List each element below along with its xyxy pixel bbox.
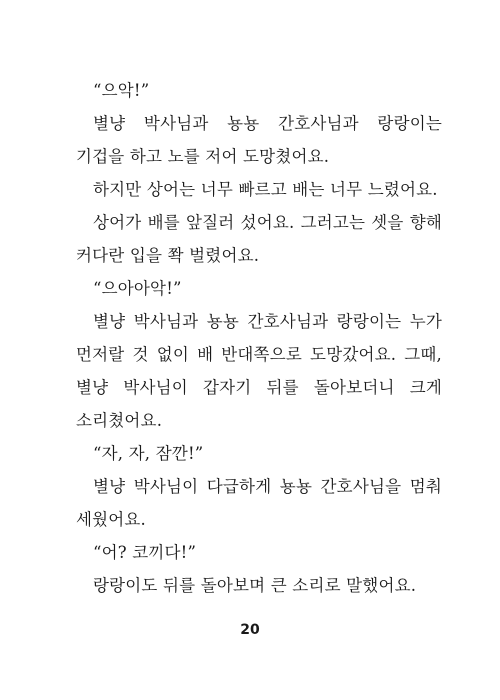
paragraph-8: 별냥 박사님이 다급하게 뇽뇽 간호사님을 멈춰 세웠어요. xyxy=(76,477,442,529)
paragraph-2: 별냥 박사님과 뇽뇽 간호사님과 랑랑이는 기겁을 하고 노를 저어 도망쳤어요. xyxy=(76,114,442,166)
paragraph-6: 별냥 박사님과 뇽뇽 간호사님과 랑랑이는 누가 먼저랄 것 없이 배 반대쪽으로 도망갔어요. 그때, 별냥 박사님이 갑자기 뒤를 돌아보더니 크게 소리쳤어요. xyxy=(76,312,442,430)
paragraph-1: “으악!” xyxy=(93,81,150,100)
paragraph-3: 하지만 상어는 너무 빠르고 배는 너무 느렸어요. xyxy=(93,180,438,199)
paragraph-9: “어? 코끼다!” xyxy=(93,543,197,562)
paragraph-10: 랑랑이도 뒤를 돌아보며 큰 소리로 말했어요. xyxy=(93,576,417,595)
paragraph-5: “으아아악!” xyxy=(93,279,182,298)
paragraph-7: “자, 자, 잠깐!” xyxy=(93,444,204,463)
page-number: 20 xyxy=(240,622,260,638)
story-text xyxy=(76,74,442,602)
paragraph-4: 상어가 배를 앞질러 섰어요. 그러고는 셋을 향해 커다란 입을 쫙 벌렸어요. xyxy=(76,213,442,265)
